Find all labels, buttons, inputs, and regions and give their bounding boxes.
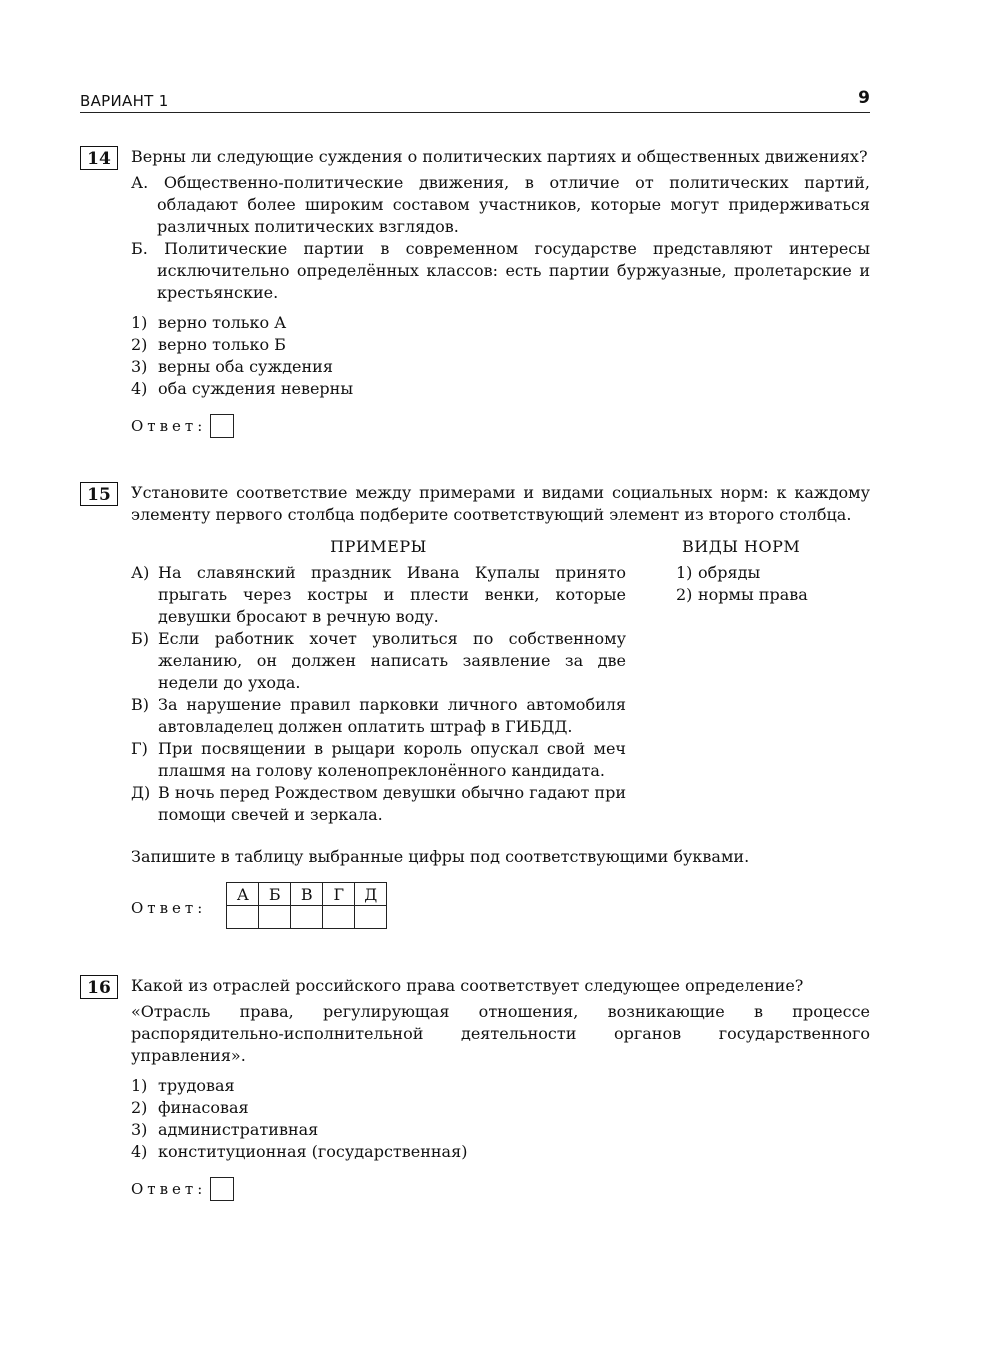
- kinds-column: [676, 536, 808, 826]
- table-header-d: Д: [355, 883, 387, 906]
- question-text: Верны ли следующие суждения о политических партиях и общественных движениях?: [131, 147, 868, 166]
- kinds-header: ВИДЫ НОРМ: [682, 537, 801, 556]
- question-text: Установите соответствие между примерами и видами социальных норм: к каждому элементу первого столбца подберите соответствующий элемент из второго столбца.: [131, 483, 870, 524]
- answer-row: [131, 414, 870, 438]
- example-a: А) На славянский праздник Ивана Купалы принято прыгать через костры и плести венки, которые девушки бросают в речную воду.: [131, 563, 626, 626]
- task-number: 16: [80, 975, 118, 999]
- option-4: 4) оба суждения неверны: [131, 379, 354, 398]
- example-b: Б) Если работник хочет уволиться по собственному желанию, он должен написать заявление за две недели до ухода.: [131, 629, 626, 692]
- task-16: [80, 975, 870, 1201]
- page-header: [80, 88, 870, 113]
- answer-table-row: [131, 882, 870, 929]
- variant-title: ВАРИАНТ 1: [80, 92, 169, 110]
- table-header-v: В: [291, 883, 323, 906]
- answer-box[interactable]: [210, 414, 234, 438]
- answer-label: Ответ:: [131, 417, 207, 435]
- option-3: 3) административная: [131, 1120, 319, 1139]
- instruction-text: Запишите в таблицу выбранные цифры под соответствующими буквами.: [131, 847, 750, 866]
- option-4: 4) конституционная (государственная): [131, 1142, 468, 1161]
- task-14: [80, 146, 870, 438]
- kind-2: 2) нормы права: [676, 585, 808, 604]
- kind-1: 1) обряды: [676, 563, 761, 582]
- statement-b: Б. Политические партии в современном государстве представляют интересы исключительно определённых классов: есть партии буржуазные, пролетарские и крестьянские.: [131, 239, 870, 302]
- example-v: В) За нарушение правил парковки личного автомобиля автовладелец должен оплатить штраф в ГИБДД.: [131, 695, 626, 736]
- definition-text: «Отрасль права, регулирующая отношения, возникающие в процессе распорядительно-исполнительной деятельности органов государственного управления».: [131, 1002, 870, 1065]
- example-g: Г) При посвящении в рыцари король опускал свой меч плашмя на голову коленопреклонённого кандидата.: [131, 739, 626, 780]
- answer-label: Ответ:: [131, 1180, 207, 1198]
- task-15: [80, 482, 870, 929]
- answer-cell-v[interactable]: [291, 906, 323, 929]
- answer-cell-d[interactable]: [355, 906, 387, 929]
- examples-header: ПРИМЕРЫ: [330, 537, 427, 556]
- answer-cell-a[interactable]: [227, 906, 259, 929]
- answer-box[interactable]: [210, 1177, 234, 1201]
- statement-a: А. Общественно-политические движения, в отличие от политических партий, обладают более широким составом участников, которые могут придерживаться различных политических взглядов.: [131, 173, 870, 236]
- option-2: 2) верно только Б: [131, 335, 286, 354]
- answer-cell-b[interactable]: [259, 906, 291, 929]
- option-3: 3) верны оба суждения: [131, 357, 333, 376]
- option-1: 1) трудовая: [131, 1076, 235, 1095]
- examples-column: [131, 536, 626, 826]
- page-number: 9: [858, 88, 870, 108]
- options-list: [131, 312, 870, 400]
- answer-label: Ответ:: [131, 898, 207, 917]
- answer-row: [131, 1177, 870, 1201]
- answer-table: [226, 882, 387, 929]
- table-header-a: А: [227, 883, 259, 906]
- task-number: 15: [80, 482, 118, 506]
- table-header-g: Г: [323, 883, 355, 906]
- option-1: 1) верно только А: [131, 313, 287, 332]
- option-2: 2) финасовая: [131, 1098, 249, 1117]
- options-list: [131, 1075, 870, 1163]
- table-header-b: Б: [259, 883, 291, 906]
- question-text: Какой из отраслей российского права соответствует следующее определение?: [131, 976, 804, 995]
- example-d: Д) В ночь перед Рождеством девушки обычно гадают при помощи свечей и зеркала.: [131, 783, 626, 824]
- answer-cell-g[interactable]: [323, 906, 355, 929]
- matching-columns: [131, 536, 870, 826]
- task-number: 14: [80, 146, 118, 170]
